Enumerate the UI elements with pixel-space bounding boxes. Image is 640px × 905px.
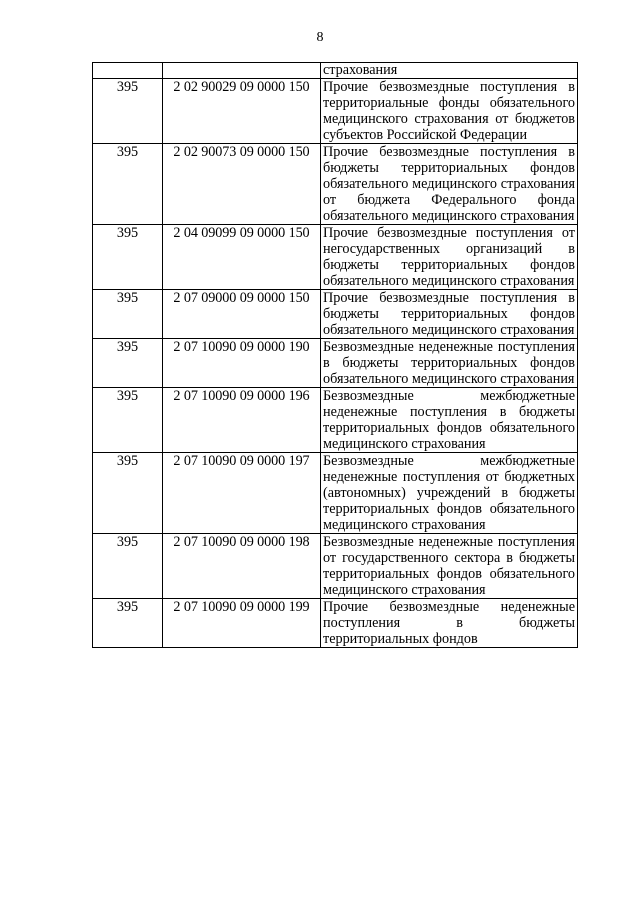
admin-code-cell: 395 <box>93 144 163 225</box>
description-line: обязательного медицинского <box>323 273 497 289</box>
kbk-cell: 2 04 09099 09 0000 150 <box>163 225 321 290</box>
description-line: страхования <box>500 322 575 338</box>
description-cell <box>321 339 578 388</box>
description-line: территориальные фонды <box>323 95 480 111</box>
description-line: Безвозмездные межбюджетные <box>323 388 575 404</box>
description-cell <box>321 144 578 225</box>
description-line: страхования <box>411 517 486 533</box>
table-row <box>93 599 578 648</box>
table-row <box>93 453 578 534</box>
kbk-cell <box>163 63 321 79</box>
table-row <box>93 534 578 599</box>
description-line: Прочие безвозмездные неденежные <box>323 599 575 615</box>
description-line: Безвозмездные неденежные <box>323 339 493 355</box>
table-body <box>93 63 578 648</box>
table-row <box>93 388 578 453</box>
description-cell: страхования <box>321 63 578 79</box>
description-cell <box>321 453 578 534</box>
description-line: Безвозмездные межбюджетные <box>323 453 575 469</box>
description-line: в бюджеты территориальных фондов <box>323 485 575 517</box>
table-row <box>93 144 578 225</box>
kbk-cell: 2 02 90029 09 0000 150 <box>163 79 321 144</box>
kbk-cell: 2 02 90073 09 0000 150 <box>163 144 321 225</box>
kbk-cell: 2 07 10090 09 0000 190 <box>163 339 321 388</box>
description-line: обязательного медицинского <box>323 95 575 127</box>
description-line: Прочие безвозмездные поступления в <box>323 144 575 160</box>
description-cell <box>321 388 578 453</box>
revenue-codes-table <box>92 62 578 648</box>
description-line: страхования от бюджетов субъектов <box>323 111 575 143</box>
kbk-cell: 2 07 10090 09 0000 196 <box>163 388 321 453</box>
description-line: обязательного медицинского <box>323 371 497 387</box>
admin-code-cell: 395 <box>93 388 163 453</box>
description-line: страхования <box>500 208 575 224</box>
description-line: Безвозмездные неденежные <box>323 534 493 550</box>
admin-code-cell: 395 <box>93 225 163 290</box>
admin-code-cell <box>93 63 163 79</box>
description-line: Прочие безвозмездные поступления в <box>323 79 575 95</box>
description-line: неденежные поступления от <box>323 469 499 485</box>
admin-code-cell: 395 <box>93 453 163 534</box>
description-line: Прочие безвозмездные поступления от <box>323 225 575 241</box>
description-line: поступления в бюджеты <box>323 615 575 631</box>
description-cell <box>321 534 578 599</box>
admin-code-cell: 395 <box>93 534 163 599</box>
admin-code-cell: 395 <box>93 599 163 648</box>
description-line: страхования <box>411 582 486 598</box>
table-row <box>93 339 578 388</box>
description-line: обязательного медицинского <box>323 501 575 533</box>
description-line: поступления в бюджеты <box>323 339 575 371</box>
description-cell <box>321 79 578 144</box>
description-line: страхования <box>500 371 575 387</box>
description-line: страхования <box>411 436 486 452</box>
admin-code-cell: 395 <box>93 79 163 144</box>
description-line: страхования <box>500 273 575 289</box>
table-row <box>93 79 578 144</box>
table-row <box>93 225 578 290</box>
kbk-cell: 2 07 10090 09 0000 197 <box>163 453 321 534</box>
description-line: бюджеты территориальных фондов <box>323 160 575 176</box>
description-line: Прочие безвозмездные поступления в <box>323 290 575 306</box>
admin-code-cell: 395 <box>93 290 163 339</box>
description-line: страхования от бюджета Федерального <box>323 176 575 208</box>
description-line: Российской Федерации <box>386 127 528 143</box>
description-line: обязательного медицинского <box>323 176 497 192</box>
description-line: бюджеты территориальных фондов <box>323 306 575 322</box>
table-row-continued <box>93 63 578 79</box>
admin-code-cell: 395 <box>93 339 163 388</box>
table-row <box>93 290 578 339</box>
description-line: бюджеты территориальных фондов <box>323 257 575 273</box>
description-line: обязательного медицинского <box>323 322 497 338</box>
description-line: неденежные поступления в бюджеты <box>323 404 575 420</box>
description-line: обязательного медицинского <box>323 420 575 452</box>
description-cell <box>321 599 578 648</box>
description-line: поступления от государственного <box>323 534 575 566</box>
kbk-cell: 2 07 10090 09 0000 199 <box>163 599 321 648</box>
kbk-cell: 2 07 09000 09 0000 150 <box>163 290 321 339</box>
kbk-cell: 2 07 10090 09 0000 198 <box>163 534 321 599</box>
description-line: территориальных фондов <box>323 631 478 647</box>
description-line: территориальных фондов <box>323 420 482 436</box>
description-line: негосударственных организаций в <box>323 241 575 257</box>
description-line: фондов обязательного медицинского <box>323 566 575 598</box>
description-line: бюджетных (автономных) учреждений <box>323 469 575 501</box>
page-number: 8 <box>316 30 324 45</box>
description-line: фонда обязательного медицинского <box>323 192 576 224</box>
description-line: территориальных фондов <box>411 355 575 371</box>
description-line: сектора в бюджеты территориальных <box>323 550 575 582</box>
description-cell <box>321 290 578 339</box>
description-cell <box>321 225 578 290</box>
